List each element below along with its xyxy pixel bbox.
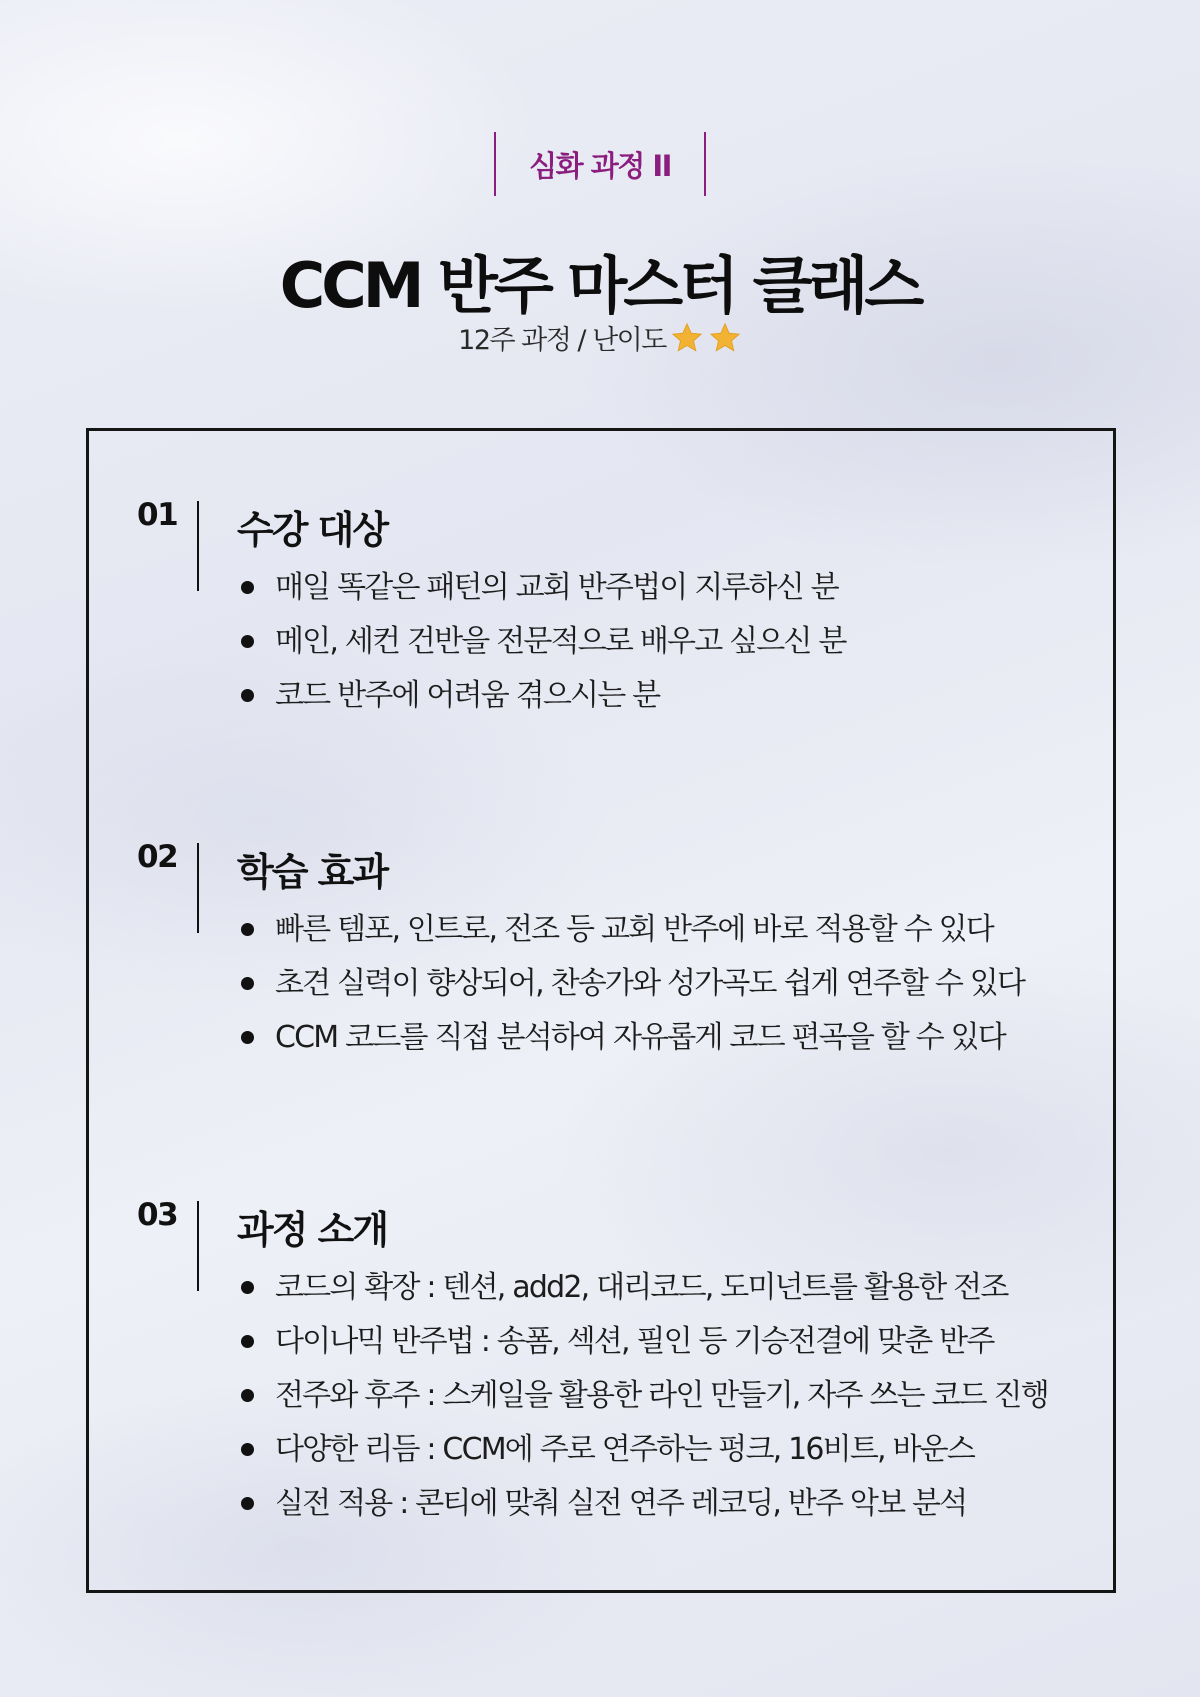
section-number: 03 [137, 1197, 178, 1233]
list-item-text: 실전 적용 : 콘티에 맞춰 실전 연주 레코딩, 반주 악보 분석 [275, 1486, 967, 1521]
course-level-label: 심화 과정 II [529, 148, 671, 183]
list-item-text: 다이나믹 반주법 : 송폼, 섹션, 필인 등 기승전결에 맞춘 반주 [275, 1324, 994, 1359]
bullet-icon [241, 1497, 254, 1510]
list-item [241, 1315, 1048, 1369]
list-item [241, 561, 846, 615]
bullet-icon [241, 635, 254, 648]
bullet-icon [241, 689, 254, 702]
list-item [241, 1261, 1048, 1315]
star-icon [708, 321, 742, 355]
section-title: 과정 소개 [237, 1208, 388, 1252]
list-item-text: 매일 똑같은 패턴의 교회 반주법이 지루하신 분 [275, 570, 838, 605]
list-item-text: 코드의 확장 : 텐션, add2, 대리코드, 도미넌트를 활용한 전조 [275, 1270, 1008, 1305]
section-list [241, 561, 846, 723]
list-item [241, 615, 846, 669]
list-item [241, 1477, 1048, 1531]
list-item-text: 다양한 리듬 : CCM에 주로 연주하는 펑크, 16비트, 바운스 [275, 1432, 975, 1467]
bullet-icon [241, 1443, 254, 1456]
list-item [241, 957, 1024, 1011]
list-item [241, 1369, 1048, 1423]
bullet-icon [241, 923, 254, 936]
list-item-text: 전주와 후주 : 스케일을 활용한 라인 만들기, 자주 쓰는 코드 진행 [275, 1378, 1048, 1413]
course-level-badge [494, 132, 706, 196]
list-item-text: CCM 코드를 직접 분석하여 자유롭게 코드 편곡을 할 수 있다 [275, 1020, 1005, 1055]
bullet-icon [241, 1281, 254, 1294]
star-icon [670, 321, 704, 355]
list-item-text: 초견 실력이 향상되어, 찬송가와 성가곡도 쉽게 연주할 수 있다 [275, 966, 1025, 1001]
course-meta-text: 12주 과정 / 난이도 [458, 325, 666, 356]
list-item [241, 1011, 1024, 1065]
course-meta [0, 318, 1200, 357]
section-list [241, 1261, 1048, 1531]
section-list [241, 903, 1024, 1065]
bullet-icon [241, 1389, 254, 1402]
list-item [241, 903, 1024, 957]
list-item-text: 코드 반주에 어려움 겪으시는 분 [275, 678, 660, 713]
section-title: 수강 대상 [237, 508, 388, 552]
page-title: CCM 반주 마스터 클래스 [279, 249, 921, 322]
list-item [241, 1423, 1048, 1477]
list-item-text: 빠른 템포, 인트로, 전조 등 교회 반주에 바로 적용할 수 있다 [275, 912, 993, 947]
section-number: 02 [137, 839, 178, 875]
list-item-text: 메인, 세컨 건반을 전문적으로 배우고 싶으신 분 [275, 624, 846, 659]
section-title: 학습 효과 [237, 850, 388, 894]
section-divider [197, 1201, 199, 1291]
bullet-icon [241, 977, 254, 990]
section-divider [197, 501, 199, 591]
bullet-icon [241, 1031, 254, 1044]
list-item [241, 669, 846, 723]
bullet-icon [241, 581, 254, 594]
section-number: 01 [137, 497, 178, 533]
bullet-icon [241, 1335, 254, 1348]
section-divider [197, 843, 199, 933]
course-info-box [86, 428, 1116, 1593]
